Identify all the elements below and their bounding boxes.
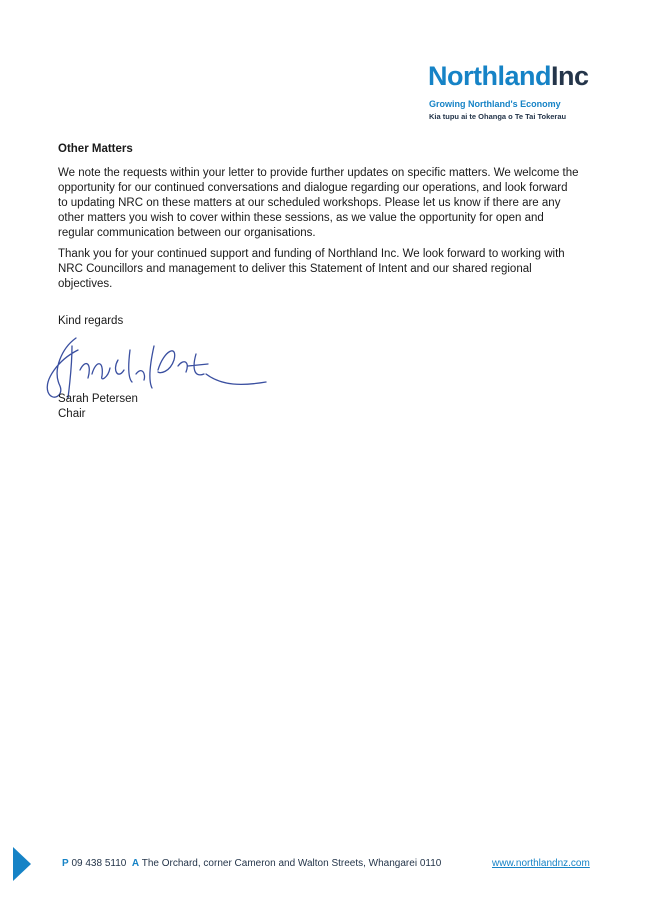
northland-inc-logo [428, 60, 628, 92]
logo-inc: Inc [551, 61, 589, 91]
logo-maori-tagline: Kia tupu ai te Ohanga o Te Tai Tokerau [429, 112, 567, 121]
signatory-name: Sarah Petersen [58, 393, 138, 405]
logo-tagline: Growing Northland's Economy [429, 99, 561, 109]
phone-number: 09 438 5110 [71, 858, 127, 869]
logo-northland: Northland [428, 61, 551, 91]
paragraph-1: We note the requests within your letter to provide further updates on specific matters. We welcome the opportunity for our continued conversations and dialogue regarding our operations, and look forward to updating NRC on these matters at our scheduled workshops. Please let us know if there are any other matters you wish to cover within these sessions, as we value the opportunity for open and regular communication between our organisations. [58, 167, 579, 239]
arrow-icon [13, 847, 31, 881]
paragraph-2: Thank you for your continued support and funding of Northland Inc. We look forward to working with NRC Councillors and management to deliver this Statement of Intent and our shared regional objectives. [58, 248, 565, 290]
signatory-role: Chair [58, 408, 86, 420]
footer-contact [62, 858, 441, 869]
section-heading: Other Matters [58, 143, 133, 155]
phone-label: P [62, 858, 69, 869]
closing: Kind regards [58, 315, 124, 327]
website-link[interactable]: www.northlandnz.com [492, 858, 590, 869]
address-label: A [131, 858, 140, 869]
address: The Orchard, corner Cameron and Walton Streets, Whangarei 0110 [141, 858, 442, 869]
